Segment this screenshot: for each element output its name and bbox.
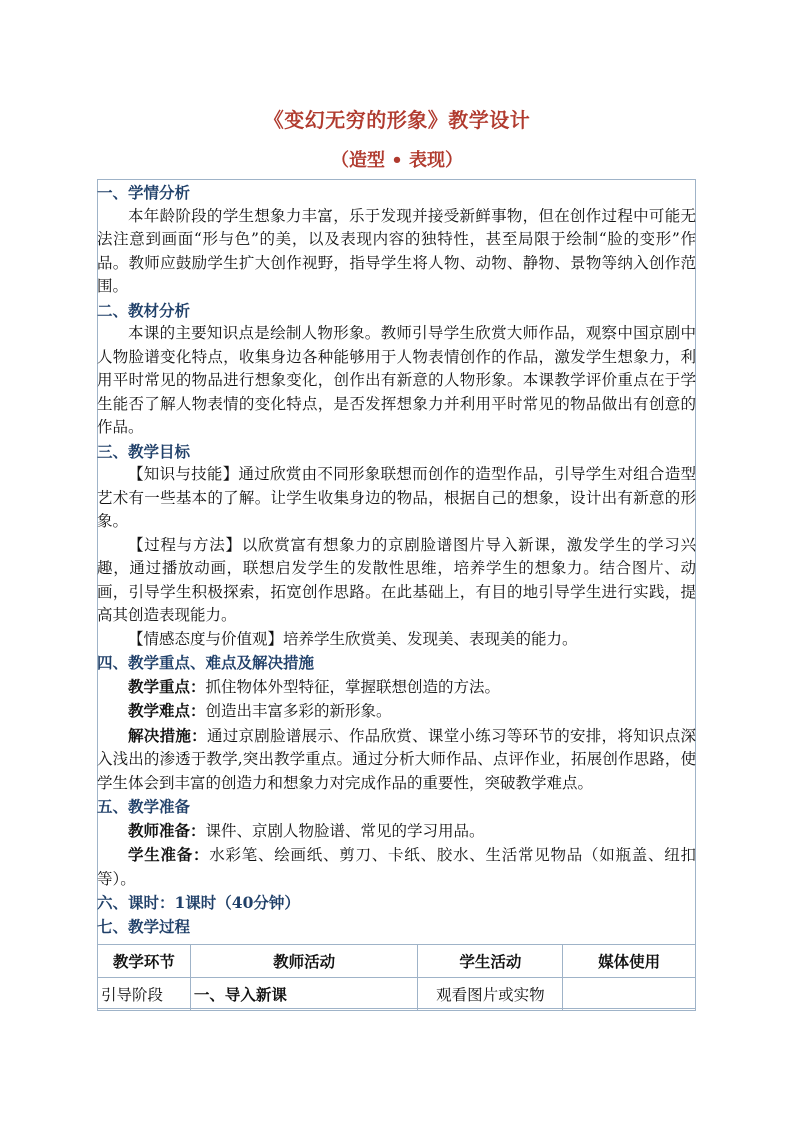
student-prep-label: 学生准备： (128, 845, 210, 864)
key-point-text: 抓住物体外型特征，掌握联想创造的方法。 (205, 677, 501, 696)
header-teaching-stage: 教学环节 (98, 945, 191, 978)
section-heading-teaching-process: 七、教学过程 (97, 916, 191, 936)
section-heading-preparation: 五、教学准备 (97, 797, 191, 816)
section-heading-material-analysis: 二、教材分析 (97, 300, 191, 320)
key-point-line (97, 675, 696, 700)
goal-emotion-values: 【情感态度与价值观】培养学生欣赏美、发现美、表现美的能力。 (128, 629, 578, 648)
difficult-point-line (97, 699, 696, 724)
section-heading-student-analysis: 一、学情分析 (97, 183, 191, 202)
header-student-activity: 学生活动 (418, 945, 563, 978)
key-point-label: 教学重点： (128, 676, 206, 696)
teacher-prep-text: 课件、京剧人物脸谱、常见的学习用品。 (205, 821, 485, 840)
table-row (98, 978, 696, 1011)
student-prep-line (97, 843, 696, 891)
cell-student-activity: 观看图片或实物 (418, 978, 563, 1011)
student-prep-text: 水彩笔、绘画纸、剪刀、卡纸、胶水、生活常见物品（如瓶盖、纽扣等）。 (97, 846, 696, 888)
solution-label: 解决措施： (128, 725, 207, 745)
table-header-row (98, 945, 696, 978)
header-teacher-activity: 教师活动 (190, 945, 418, 978)
section-heading-class-hours: 六、课时：1课时（40分钟） (97, 893, 300, 912)
document-title: 《变幻无穷的形象》教学设计 (263, 108, 531, 132)
header-media-use: 媒体使用 (563, 945, 696, 978)
lesson-plan-body (97, 181, 696, 938)
student-analysis-text: 本年龄阶段的学生想象力丰富，乐于发现并接受新鲜事物，但在创作过程中可能无法注意到画面“形与色”的美，以及表现内容的独特性，甚至局限于绘制“脸的变形”作品。教师应鼓励学生扩大创作视野，指导学生将人物、动物、静物、景物等纳入创作范围。 (97, 206, 696, 295)
solution-line (97, 724, 696, 796)
difficult-point-text: 创造出丰富多彩的新形象。 (205, 702, 392, 720)
goal-knowledge-skills: 【知识与技能】通过欣赏由不同形象联想而创作的造型作品，引导学生对组合造型艺术有一些基本的了解。让学生收集身边的物品，根据自己的想象，设计出有新意的形象。 (97, 465, 696, 530)
cell-stage: 引导阶段 (98, 978, 191, 1011)
section-heading-key-difficult-points: 四、教学重点、难点及解决措施 (97, 653, 315, 672)
material-analysis-text: 本课的主要知识点是绘制人物形象。教师引导学生欣赏大师作品，观察中国京剧中人物脸谱变化特点，收集身边各种能够用于人物表情创作的作品，激发学生想象力，利用平时常见的物品进行想象变化，创作出有新意的人物形象。本课教学评价重点在于学生能否了解人物表情的变化特点，是否发挥想象力并利用平时常见的物品做出有创意的作品。 (97, 324, 696, 436)
goal-process-methods: 【过程与方法】以欣赏富有想象力的京剧脸谱图片导入新课，激发学生的学习兴趣，通过播放动画，联想启发学生的发散性思维，培养学生的想象力。结合图片、动画，引导学生积极探索，拓宽创作思路。在此基础上，有目的地引导学生进行实践，提高其创造表现能力。 (97, 535, 696, 624)
teacher-prep-line (97, 819, 696, 844)
difficult-point-label: 教学难点： (128, 701, 206, 720)
teaching-process-table (97, 944, 696, 1011)
document-subtitle: （造型 • 表现） (330, 150, 464, 171)
solution-text: 通过京剧脸谱展示、作品欣赏、课堂小练习等环节的安排，将知识点深入浅出的渗透于教学,突出教学重点。通过分析大师作品、点评作业，拓展创作思路，使学生体会到丰富的创造力和想象力对完成作品的重要性，突破教学难点。 (97, 726, 696, 792)
section-heading-teaching-goals: 三、教学目标 (97, 441, 191, 461)
cell-media-use (563, 978, 696, 1011)
cell-teacher-activity: 一、导入新课 (190, 978, 418, 1011)
teacher-prep-label: 教师准备： (128, 820, 206, 840)
